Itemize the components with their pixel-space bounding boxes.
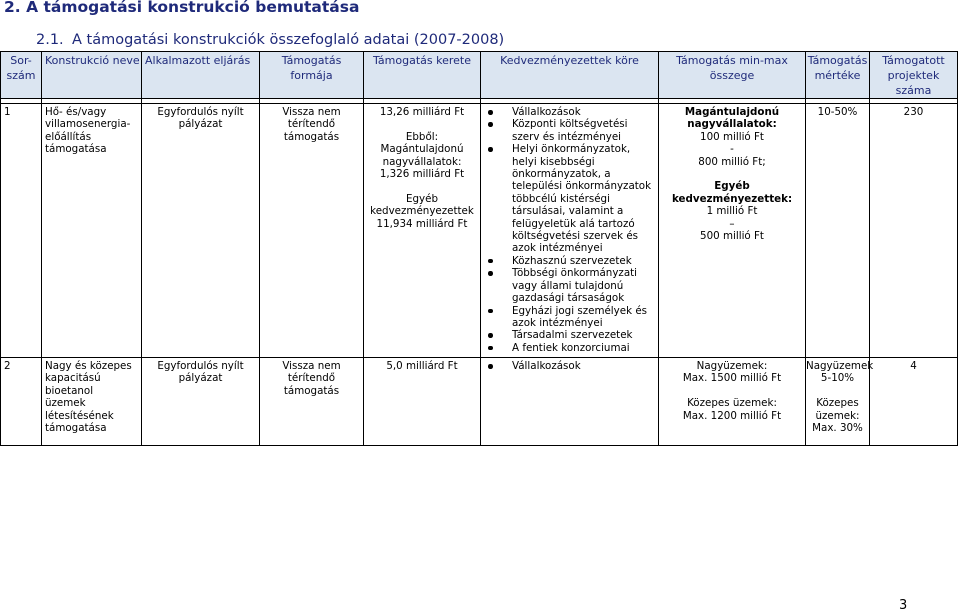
header-keret: Támogatás kerete: [364, 52, 481, 99]
header-forma: Támogatás formája: [260, 52, 364, 99]
procedure: Egyfordulós nyílt pályázat: [142, 104, 260, 358]
construction-name: Hő- és/vagy villamosenergia- előállítás támogatása: [42, 104, 142, 358]
header-eljaras: Alkalmazott eljárás: [142, 52, 260, 99]
header-projektek: Támogatott projektek száma: [870, 52, 958, 99]
project-count: 4: [870, 358, 958, 446]
min-max-amount: Nagyüzemek: Max. 1500 millió Ft Közepes üzemek: Max. 1200 millió Ft: [659, 358, 806, 446]
page-number: 3: [899, 598, 908, 613]
beneficiary-list: [481, 360, 658, 372]
list-item: Vállalkozások: [481, 106, 658, 118]
budget: 5,0 milliárd Ft: [364, 358, 481, 446]
table-header-row: [1, 52, 958, 99]
project-count: 230: [870, 104, 958, 358]
procedure: Egyfordulós nyílt pályázat: [142, 358, 260, 446]
support-form: Vissza nem térítendő támogatás: [260, 104, 364, 358]
beneficiary-list: [481, 106, 658, 354]
beneficiaries: [481, 358, 659, 446]
table-row: [1, 358, 958, 446]
header-kor: Kedvezményezettek köre: [481, 52, 659, 99]
list-item: Helyi önkormányzatok, helyi kisebbségi önkormányzatok, a települési önkormányzatok többcélú kistérségi társulásai, valamint a felügyeletük alá tartozó költségvetési szervek és azok intézményei: [481, 143, 658, 255]
list-item: Központi költségvetési szerv és intézményei: [481, 118, 658, 143]
header-minmax: Támogatás min-max összege: [659, 52, 806, 99]
header-mertek: Támogatás mértéke: [806, 52, 870, 99]
support-form: Vissza nem térítendő támogatás: [260, 358, 364, 446]
list-item: Vállalkozások: [481, 360, 658, 372]
support-rate: 10-50%: [806, 104, 870, 358]
section-number: 2.1.: [36, 32, 64, 48]
min-max-amount: Magántulajdonú nagyvállalatok: 100 millió Ft - 800 millió Ft; Egyéb kedvezményezettek: 1 millió Ft – 500 millió Ft: [659, 104, 806, 358]
list-item: Társadalmi szervezetek: [481, 329, 658, 341]
row-number: 2: [1, 358, 42, 446]
summary-table: [0, 51, 958, 446]
section-subheading: [36, 32, 504, 48]
row-number: 1: [1, 104, 42, 358]
header-sorszam: Sor- szám: [1, 52, 42, 99]
list-item: A fentiek konzorciumai: [481, 342, 658, 354]
support-rate: Nagyüzemek 5-10% Közepes üzemek: Max. 30%: [806, 358, 870, 446]
header-konstrukcio: Konstrukció neve: [42, 52, 142, 99]
list-item: Többségi önkormányzati vagy állami tulajdonú gazdasági társaságok: [481, 267, 658, 304]
beneficiaries: [481, 104, 659, 358]
list-item: Egyházi jogi személyek és azok intézményei: [481, 305, 658, 330]
page-heading: 2. A támogatási konstrukció bemutatása: [4, 0, 360, 16]
list-item: Közhasznú szervezetek: [481, 255, 658, 267]
table-row: [1, 104, 958, 358]
construction-name: Nagy és közepes kapacitású bioetanol üzemek létesítésének támogatása: [42, 358, 142, 446]
section-title: A támogatási konstrukciók összefoglaló adatai (2007-2008): [72, 32, 505, 48]
budget: 13,26 milliárd Ft Ebből: Magántulajdonú nagyvállalatok: 1,326 milliárd Ft Egyéb kedvezményezettek 11,934 milliárd Ft: [364, 104, 481, 358]
